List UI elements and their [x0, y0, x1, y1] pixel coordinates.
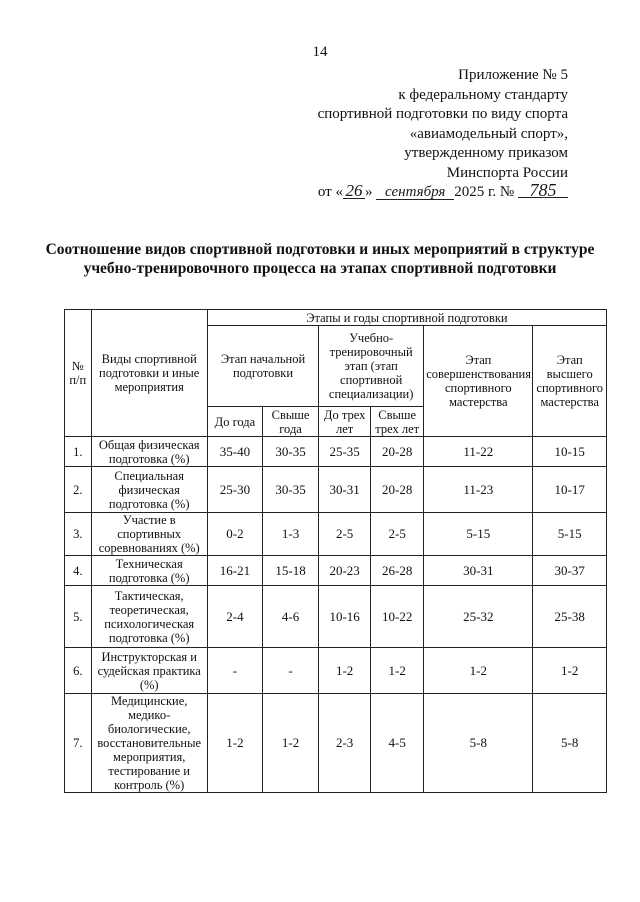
appendix-block [318, 66, 568, 203]
order-date-line [317, 180, 568, 203]
header-training-stage: Учебно-тренировочный этап (этап спортивной специализации) [319, 326, 424, 407]
header-row [65, 310, 607, 326]
appendix-line: к федеральному стандарту [398, 86, 568, 103]
appendix-line: «авиамодельный спорт», [409, 125, 568, 142]
header-highest-stage: Этап высшего спортивного мастерства [533, 326, 607, 437]
row-value-cell: 30-31 [424, 556, 533, 586]
table-row [65, 586, 607, 648]
sport-training-table [64, 309, 607, 793]
row-value-cell: 30-37 [533, 556, 607, 586]
appendix-line: утвержденному приказом [404, 145, 568, 161]
row-value-cell: 1-2 [319, 648, 371, 694]
handwritten-day: 26 [343, 184, 365, 199]
row-value-cell: 16-21 [207, 556, 262, 586]
table-row [65, 437, 607, 467]
header-num: № п/п [65, 310, 92, 437]
row-value-cell: 25-30 [207, 467, 262, 513]
row-value-cell: 0-2 [207, 513, 262, 556]
appendix-line: Приложение № 5 [458, 67, 568, 83]
row-value-cell: 1-2 [533, 648, 607, 694]
table-row [65, 694, 607, 793]
row-value-cell: 2-5 [371, 513, 424, 556]
table-row [65, 513, 607, 556]
row-value-cell: 2-3 [319, 694, 371, 793]
row-activity-name: Общая физическая подготовка (%) [91, 437, 207, 467]
row-number: 6. [65, 648, 92, 694]
row-value-cell: 30-31 [319, 467, 371, 513]
title-line: учебно-тренировочного процесса на этапах спортивной подготовки [83, 260, 557, 277]
appendix-line: спортивной подготовки по виду спорта [317, 106, 568, 122]
row-number: 3. [65, 513, 92, 556]
header-over-year: Свыше года [262, 407, 318, 437]
row-value-cell: 4-6 [262, 586, 318, 648]
row-value-cell: 11-23 [424, 467, 533, 513]
row-number: 5. [65, 586, 92, 648]
row-value-cell: 10-16 [319, 586, 371, 648]
table-row [65, 556, 607, 586]
row-number: 1. [65, 437, 92, 467]
row-activity-name: Инструкторская и судейская практика (%) [91, 648, 207, 694]
row-value-cell: 35-40 [207, 437, 262, 467]
row-value-cell: 10-17 [533, 467, 607, 513]
row-value-cell: 1-2 [262, 694, 318, 793]
handwritten-month: сентября [376, 185, 454, 200]
row-value-cell: 1-2 [424, 648, 533, 694]
row-value-cell: 1-2 [207, 694, 262, 793]
row-value-cell: 25-32 [424, 586, 533, 648]
header-improvement-stage: Этап совершенствования спортивного мастерства [424, 326, 533, 437]
date-year: 2025 г. № [454, 184, 515, 200]
row-value-cell: 20-28 [371, 467, 424, 513]
row-value-cell: 5-8 [533, 694, 607, 793]
row-value-cell: 5-15 [533, 513, 607, 556]
header-up-to-three: До трех лет [319, 407, 371, 437]
row-activity-name: Тактическая, теоретическая, психологическая подготовка (%) [91, 586, 207, 648]
row-value-cell: 1-2 [371, 648, 424, 694]
row-value-cell: 10-15 [533, 437, 607, 467]
handwritten-order-number: 785 [518, 183, 568, 198]
page-number: 14 [312, 44, 328, 60]
date-sep: » [364, 184, 373, 200]
appendix-line: Минспорта России [446, 164, 568, 181]
document-title [40, 240, 600, 278]
row-number: 4. [65, 556, 92, 586]
title-line: Соотношение видов спортивной подготовки и иных мероприятий в структуре [45, 241, 595, 258]
row-value-cell: 15-18 [262, 556, 318, 586]
date-prefix: от « [317, 184, 343, 200]
row-number: 2. [65, 467, 92, 513]
row-value-cell: 20-28 [371, 437, 424, 467]
row-value-cell: 25-35 [319, 437, 371, 467]
row-value-cell: 10-22 [371, 586, 424, 648]
row-value-cell: 25-38 [533, 586, 607, 648]
row-activity-name: Участие в спортивных соревнованиях (%) [91, 513, 207, 556]
row-value-cell: 11-22 [424, 437, 533, 467]
header-stages: Этапы и годы спортивной подготовки [207, 310, 606, 326]
row-value-cell: 30-35 [262, 437, 318, 467]
header-up-to-year: До года [207, 407, 262, 437]
row-value-cell: 30-35 [262, 467, 318, 513]
row-value-cell: 5-8 [424, 694, 533, 793]
row-activity-name: Медицинские, медико-биологические, восстановительные мероприятия, тестирование и контроль (%) [91, 694, 207, 793]
table-body [65, 437, 607, 793]
row-value-cell: 5-15 [424, 513, 533, 556]
row-value-cell: 20-23 [319, 556, 371, 586]
row-value-cell: - [207, 648, 262, 694]
table-row [65, 648, 607, 694]
row-value-cell: 4-5 [371, 694, 424, 793]
row-number: 7. [65, 694, 92, 793]
row-activity-name: Специальная физическая подготовка (%) [91, 467, 207, 513]
row-value-cell: 2-5 [319, 513, 371, 556]
header-initial-stage: Этап начальной подготовки [207, 326, 318, 407]
row-value-cell: 1-3 [262, 513, 318, 556]
table-row [65, 467, 607, 513]
row-value-cell: 2-4 [207, 586, 262, 648]
row-activity-name: Техническая подготовка (%) [91, 556, 207, 586]
row-value-cell: - [262, 648, 318, 694]
row-value-cell: 26-28 [371, 556, 424, 586]
header-kinds: Виды спортивной подготовки и иные мероприятия [91, 310, 207, 437]
header-over-three: Свыше трех лет [371, 407, 424, 437]
